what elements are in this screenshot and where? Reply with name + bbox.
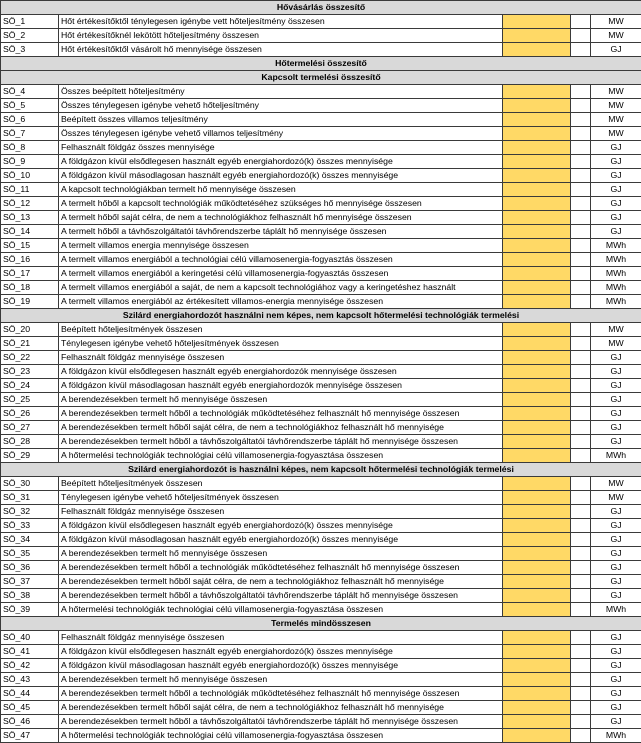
row-unit: MW — [591, 323, 641, 337]
value-input-cell[interactable] — [503, 575, 571, 589]
value-input-cell[interactable] — [503, 253, 571, 267]
row-description: Felhasznált földgáz mennyisége összesen — [59, 631, 503, 645]
spacer-cell — [571, 155, 591, 169]
row-unit: GJ — [591, 575, 641, 589]
value-input-cell[interactable] — [503, 211, 571, 225]
row-unit: GJ — [591, 645, 641, 659]
value-input-cell[interactable] — [503, 15, 571, 29]
row-description: A termelt villamos energiából a saját, de nem a kapcsolt technológiához vagy a keringetéshez használt — [59, 281, 503, 295]
value-input-cell[interactable] — [503, 323, 571, 337]
row-description: A földgázon kívül másodlagosan használt egyéb energiahordozók mennyisége összesen — [59, 379, 503, 393]
spacer-cell — [571, 435, 591, 449]
value-input-cell[interactable] — [503, 281, 571, 295]
table-row — [1, 29, 641, 43]
spacer-cell — [571, 575, 591, 589]
row-code: SÖ_1 — [1, 15, 59, 29]
section-title: Szilárd energiahordozót is használni képes, nem kapcsolt hőtermelési technológiák termelési — [1, 463, 641, 477]
row-unit: GJ — [591, 183, 641, 197]
row-unit: MWh — [591, 603, 641, 617]
spacer-cell — [571, 15, 591, 29]
row-description: A földgázon kívül elsődlegesen használt egyéb energiahordozók mennyisége összesen — [59, 365, 503, 379]
row-code: SÖ_21 — [1, 337, 59, 351]
row-description: A berendezésekben termelt hőből saját célra, de nem a technológiákhoz felhasznált hő mennyisége — [59, 421, 503, 435]
row-description: Felhasznált földgáz mennyisége összesen — [59, 505, 503, 519]
row-code: SÖ_42 — [1, 659, 59, 673]
row-unit: MW — [591, 85, 641, 99]
row-code: SÖ_8 — [1, 141, 59, 155]
row-description: A berendezésekben termelt hő mennyisége összesen — [59, 673, 503, 687]
row-description: A termelt hőből a kapcsolt technológiák működtetéséhez szükséges hő mennyisége összesen — [59, 197, 503, 211]
table-row — [1, 99, 641, 113]
section-title: Szilárd energiahordozót használni nem képes, nem kapcsolt hőtermelési technológiák termelési — [1, 309, 641, 323]
spacer-cell — [571, 281, 591, 295]
row-description: A berendezésekben termelt hőből a technológiák működtetéséhez felhasznált hő mennyisége összesen — [59, 561, 503, 575]
value-input-cell[interactable] — [503, 43, 571, 57]
spacer-cell — [571, 351, 591, 365]
table-row — [1, 407, 641, 421]
row-code: SÖ_40 — [1, 631, 59, 645]
row-description: A berendezésekben termelt hőből a távhőszolgáltatói távhőrendszerbe táplált hő mennyisége összesen — [59, 589, 503, 603]
row-description: Beépített összes villamos teljesítmény — [59, 113, 503, 127]
row-unit: GJ — [591, 715, 641, 729]
table-row — [1, 253, 641, 267]
spacer-cell — [571, 589, 591, 603]
value-input-cell[interactable] — [503, 393, 571, 407]
value-input-cell[interactable] — [503, 729, 571, 743]
value-input-cell[interactable] — [503, 561, 571, 575]
row-unit: MWh — [591, 729, 641, 743]
row-code: SÖ_24 — [1, 379, 59, 393]
table-row — [1, 435, 641, 449]
row-description: A földgázon kívül elsődlegesen használt egyéb energiahordozó(k) összes mennyisége — [59, 645, 503, 659]
spacer-cell — [571, 421, 591, 435]
value-input-cell[interactable] — [503, 267, 571, 281]
row-code: SÖ_11 — [1, 183, 59, 197]
row-code: SÖ_33 — [1, 519, 59, 533]
row-unit: GJ — [591, 435, 641, 449]
spacer-cell — [571, 43, 591, 57]
row-code: SÖ_2 — [1, 29, 59, 43]
value-input-cell[interactable] — [503, 659, 571, 673]
row-description: A termelt hőből a távhőszolgáltatói távhőrendszerbe táplált hő mennyisége összesen — [59, 225, 503, 239]
section-title: Hővásárlás összesítő — [1, 1, 641, 15]
value-input-cell[interactable] — [503, 239, 571, 253]
value-input-cell[interactable] — [503, 701, 571, 715]
table-row — [1, 673, 641, 687]
table-row — [1, 631, 641, 645]
table-row — [1, 715, 641, 729]
row-code: SÖ_15 — [1, 239, 59, 253]
spacer-cell — [571, 253, 591, 267]
row-description: Felhasznált földgáz mennyisége összesen — [59, 351, 503, 365]
table-row — [1, 687, 641, 701]
table-row — [1, 323, 641, 337]
row-code: SÖ_10 — [1, 169, 59, 183]
table-row — [1, 239, 641, 253]
spacer-cell — [571, 547, 591, 561]
row-description: Összes ténylegesen igénybe vehető villamos teljesítmény — [59, 127, 503, 141]
row-description: A berendezésekben termelt hőből a technológiák működtetéséhez felhasznált hő mennyisége összesen — [59, 687, 503, 701]
spacer-cell — [571, 365, 591, 379]
table-row — [1, 351, 641, 365]
spacer-cell — [571, 295, 591, 309]
table-row — [1, 155, 641, 169]
row-code: SÖ_36 — [1, 561, 59, 575]
row-code: SÖ_41 — [1, 645, 59, 659]
row-unit: GJ — [591, 141, 641, 155]
row-description: A berendezésekben termelt hőből saját célra, de nem a technológiákhoz felhasznált hő mennyisége — [59, 701, 503, 715]
row-description: A termelt villamos energiából a technológiai célú villamosenergia-fogyasztás összesen — [59, 253, 503, 267]
row-unit: GJ — [591, 197, 641, 211]
spacer-cell — [571, 267, 591, 281]
row-unit: MW — [591, 127, 641, 141]
table-row — [1, 477, 641, 491]
spacer-cell — [571, 239, 591, 253]
table-row — [1, 505, 641, 519]
spacer-cell — [571, 407, 591, 421]
row-unit: GJ — [591, 659, 641, 673]
table-row — [1, 141, 641, 155]
row-description: A berendezésekben termelt hőből saját célra, de nem a technológiákhoz felhasznált hő mennyisége — [59, 575, 503, 589]
row-code: SÖ_14 — [1, 225, 59, 239]
table-row — [1, 127, 641, 141]
table-row — [1, 295, 641, 309]
value-input-cell[interactable] — [503, 113, 571, 127]
row-code: SÖ_5 — [1, 99, 59, 113]
section-header-row — [1, 57, 641, 71]
row-description: Hőt értékesítőknél lekötött hőteljesítmény összesen — [59, 29, 503, 43]
value-input-cell[interactable] — [503, 99, 571, 113]
row-code: SÖ_35 — [1, 547, 59, 561]
table-row — [1, 169, 641, 183]
section-header-row — [1, 1, 641, 15]
row-code: SÖ_44 — [1, 687, 59, 701]
table-row — [1, 15, 641, 29]
value-input-cell[interactable] — [503, 365, 571, 379]
table-row — [1, 519, 641, 533]
row-code: SÖ_45 — [1, 701, 59, 715]
table-row — [1, 337, 641, 351]
row-code: SÖ_43 — [1, 673, 59, 687]
value-input-cell[interactable] — [503, 491, 571, 505]
spacer-cell — [571, 141, 591, 155]
row-description: A berendezésekben termelt hőből a távhőszolgáltatói távhőrendszerbe táplált hő mennyisége összesen — [59, 435, 503, 449]
value-input-cell[interactable] — [503, 449, 571, 463]
row-unit: GJ — [591, 169, 641, 183]
row-code: SÖ_39 — [1, 603, 59, 617]
row-description: A földgázon kívül másodlagosan használt egyéb energiahordozó(k) összes mennyisége — [59, 169, 503, 183]
spacer-cell — [571, 393, 591, 407]
value-input-cell[interactable] — [503, 155, 571, 169]
row-code: SÖ_7 — [1, 127, 59, 141]
row-unit: GJ — [591, 351, 641, 365]
value-input-cell[interactable] — [503, 519, 571, 533]
value-input-cell[interactable] — [503, 645, 571, 659]
spacer-cell — [571, 225, 591, 239]
row-code: SÖ_30 — [1, 477, 59, 491]
row-description: A kapcsolt technológiákban termelt hő mennyisége összesen — [59, 183, 503, 197]
spacer-cell — [571, 673, 591, 687]
row-description: A berendezésekben termelt hő mennyisége összesen — [59, 393, 503, 407]
row-unit: MWh — [591, 281, 641, 295]
spacer-cell — [571, 631, 591, 645]
row-code: SÖ_4 — [1, 85, 59, 99]
spacer-cell — [571, 211, 591, 225]
row-description: A termelt villamos energiából a keringetési célú villamosenergia-fogyasztás összesen — [59, 267, 503, 281]
value-input-cell[interactable] — [503, 435, 571, 449]
table-row — [1, 533, 641, 547]
row-description: Hőt értékesítőktől vásárolt hő mennyisége összesen — [59, 43, 503, 57]
value-input-cell[interactable] — [503, 631, 571, 645]
spacer-cell — [571, 701, 591, 715]
row-unit: MW — [591, 477, 641, 491]
summary-table-body — [1, 1, 641, 743]
row-code: SÖ_22 — [1, 351, 59, 365]
row-unit: GJ — [591, 393, 641, 407]
row-unit: GJ — [591, 365, 641, 379]
spacer-cell — [571, 519, 591, 533]
value-input-cell[interactable] — [503, 589, 571, 603]
table-row — [1, 113, 641, 127]
row-unit: GJ — [591, 225, 641, 239]
row-description: A termelt villamos energiából az értékesített villamos-energia mennyisége összesen — [59, 295, 503, 309]
row-unit: GJ — [591, 547, 641, 561]
table-row — [1, 393, 641, 407]
spacer-cell — [571, 729, 591, 743]
spacer-cell — [571, 127, 591, 141]
value-input-cell[interactable] — [503, 295, 571, 309]
value-input-cell[interactable] — [503, 547, 571, 561]
value-input-cell[interactable] — [503, 225, 571, 239]
row-description: A berendezésekben termelt hőből a technológiák működtetéséhez felhasznált hő mennyisége összesen — [59, 407, 503, 421]
spacer-cell — [571, 491, 591, 505]
spacer-cell — [571, 505, 591, 519]
row-unit: MWh — [591, 295, 641, 309]
row-description: Ténylegesen igénybe vehető hőteljesítmények összesen — [59, 491, 503, 505]
row-unit: GJ — [591, 533, 641, 547]
table-row — [1, 575, 641, 589]
section-header-row — [1, 71, 641, 85]
row-code: SÖ_23 — [1, 365, 59, 379]
row-code: SÖ_18 — [1, 281, 59, 295]
table-row — [1, 421, 641, 435]
row-unit: GJ — [591, 589, 641, 603]
value-input-cell[interactable] — [503, 169, 571, 183]
row-description: A termelt hőből saját célra, de nem a technológiákhoz felhasznált hő mennyisége összesen — [59, 211, 503, 225]
row-unit: MW — [591, 337, 641, 351]
table-row — [1, 379, 641, 393]
row-code: SÖ_38 — [1, 589, 59, 603]
spacer-cell — [571, 99, 591, 113]
row-unit: MWh — [591, 253, 641, 267]
row-unit: MW — [591, 113, 641, 127]
spacer-cell — [571, 477, 591, 491]
value-input-cell[interactable] — [503, 533, 571, 547]
row-description: Hőt értékesítőktől ténylegesen igénybe vett hőteljesítmény összesen — [59, 15, 503, 29]
row-code: SÖ_27 — [1, 421, 59, 435]
row-description: A termelt villamos energia mennyisége összesen — [59, 239, 503, 253]
row-unit: GJ — [591, 379, 641, 393]
row-code: SÖ_28 — [1, 435, 59, 449]
row-unit: MW — [591, 15, 641, 29]
table-row — [1, 43, 641, 57]
row-description: A hőtermelési technológiák technológiai célú villamosenergia-fogyasztása összesen — [59, 603, 503, 617]
spacer-cell — [571, 85, 591, 99]
row-code: SÖ_9 — [1, 155, 59, 169]
table-row — [1, 183, 641, 197]
value-input-cell[interactable] — [503, 197, 571, 211]
row-description: A hőtermelési technológiák technológiai célú villamosenergia-fogyasztása összesen — [59, 729, 503, 743]
spacer-cell — [571, 323, 591, 337]
row-unit: MWh — [591, 449, 641, 463]
section-header-row — [1, 463, 641, 477]
row-code: SÖ_34 — [1, 533, 59, 547]
value-input-cell[interactable] — [503, 687, 571, 701]
value-input-cell[interactable] — [503, 379, 571, 393]
table-row — [1, 281, 641, 295]
row-code: SÖ_17 — [1, 267, 59, 281]
table-row — [1, 645, 641, 659]
spacer-cell — [571, 449, 591, 463]
value-input-cell[interactable] — [503, 421, 571, 435]
row-description: Ténylegesen igénybe vehető hőteljesítmények összesen — [59, 337, 503, 351]
value-input-cell[interactable] — [503, 141, 571, 155]
row-code: SÖ_12 — [1, 197, 59, 211]
row-code: SÖ_3 — [1, 43, 59, 57]
table-row — [1, 365, 641, 379]
spacer-cell — [571, 113, 591, 127]
row-description: A berendezésekben termelt hő mennyisége összesen — [59, 547, 503, 561]
value-input-cell[interactable] — [503, 477, 571, 491]
table-row — [1, 589, 641, 603]
row-unit: GJ — [591, 211, 641, 225]
table-row — [1, 547, 641, 561]
row-code: SÖ_20 — [1, 323, 59, 337]
spacer-cell — [571, 29, 591, 43]
spacer-cell — [571, 645, 591, 659]
row-code: SÖ_32 — [1, 505, 59, 519]
spacer-cell — [571, 659, 591, 673]
table-row — [1, 211, 641, 225]
section-header-row — [1, 617, 641, 631]
row-code: SÖ_16 — [1, 253, 59, 267]
row-code: SÖ_19 — [1, 295, 59, 309]
row-code: SÖ_13 — [1, 211, 59, 225]
value-input-cell[interactable] — [503, 85, 571, 99]
value-input-cell[interactable] — [503, 351, 571, 365]
row-description: Felhasznált földgáz összes mennyisége — [59, 141, 503, 155]
value-input-cell[interactable] — [503, 127, 571, 141]
row-unit: MW — [591, 99, 641, 113]
section-title: Termelés mindösszesen — [1, 617, 641, 631]
row-code: SÖ_31 — [1, 491, 59, 505]
table-row — [1, 729, 641, 743]
row-description: A földgázon kívül másodlagosan használt egyéb energiahordozó(k) összes mennyisége — [59, 533, 503, 547]
table-row — [1, 701, 641, 715]
row-description: Beépített hőteljesítmények összesen — [59, 323, 503, 337]
row-unit: GJ — [591, 673, 641, 687]
spacer-cell — [571, 561, 591, 575]
spacer-cell — [571, 603, 591, 617]
spacer-cell — [571, 337, 591, 351]
row-unit: GJ — [591, 421, 641, 435]
row-unit: GJ — [591, 43, 641, 57]
row-code: SÖ_25 — [1, 393, 59, 407]
section-title: Kapcsolt termelési összesítő — [1, 71, 641, 85]
row-description: A földgázon kívül elsődlegesen használt egyéb energiahordozó(k) összes mennyisége — [59, 155, 503, 169]
row-unit: GJ — [591, 561, 641, 575]
value-input-cell[interactable] — [503, 337, 571, 351]
value-input-cell[interactable] — [503, 505, 571, 519]
row-code: SÖ_29 — [1, 449, 59, 463]
row-unit: MW — [591, 29, 641, 43]
row-unit: GJ — [591, 701, 641, 715]
row-unit: GJ — [591, 631, 641, 645]
row-description: Beépített hőteljesítmények összesen — [59, 477, 503, 491]
table-row — [1, 197, 641, 211]
row-unit: MW — [591, 491, 641, 505]
spacer-cell — [571, 197, 591, 211]
row-unit: GJ — [591, 687, 641, 701]
spacer-cell — [571, 687, 591, 701]
row-code: SÖ_47 — [1, 729, 59, 743]
row-unit: GJ — [591, 155, 641, 169]
value-input-cell[interactable] — [503, 715, 571, 729]
value-input-cell[interactable] — [503, 183, 571, 197]
table-row — [1, 603, 641, 617]
row-description: A földgázon kívül elsődlegesen használt egyéb energiahordozó(k) összes mennyisége — [59, 519, 503, 533]
spacer-cell — [571, 715, 591, 729]
value-input-cell[interactable] — [503, 603, 571, 617]
row-code: SÖ_26 — [1, 407, 59, 421]
table-row — [1, 267, 641, 281]
row-description: Összes beépített hőteljesítmény — [59, 85, 503, 99]
table-row — [1, 225, 641, 239]
spacer-cell — [571, 533, 591, 547]
row-description: A berendezésekben termelt hőből a távhőszolgáltatói távhőrendszerbe táplált hő mennyisége összesen — [59, 715, 503, 729]
row-code: SÖ_6 — [1, 113, 59, 127]
table-row — [1, 449, 641, 463]
value-input-cell[interactable] — [503, 29, 571, 43]
table-row — [1, 85, 641, 99]
value-input-cell[interactable] — [503, 673, 571, 687]
row-unit: GJ — [591, 505, 641, 519]
row-unit: GJ — [591, 519, 641, 533]
row-description: A hőtermelési technológiák technológiai célú villamosenergia-fogyasztása összesen — [59, 449, 503, 463]
row-unit: MWh — [591, 267, 641, 281]
section-title: Hőtermelési összesítő — [1, 57, 641, 71]
spacer-cell — [571, 183, 591, 197]
table-row — [1, 491, 641, 505]
spacer-cell — [571, 379, 591, 393]
value-input-cell[interactable] — [503, 407, 571, 421]
spacer-cell — [571, 169, 591, 183]
table-row — [1, 561, 641, 575]
row-unit: GJ — [591, 407, 641, 421]
row-description: A földgázon kívül másodlagosan használt egyéb energiahordozó(k) összes mennyisége — [59, 659, 503, 673]
section-header-row — [1, 309, 641, 323]
table-row — [1, 659, 641, 673]
row-code: SÖ_46 — [1, 715, 59, 729]
row-unit: MWh — [591, 239, 641, 253]
row-code: SÖ_37 — [1, 575, 59, 589]
row-description: Összes ténylegesen igénybe vehető hőteljesítmény — [59, 99, 503, 113]
